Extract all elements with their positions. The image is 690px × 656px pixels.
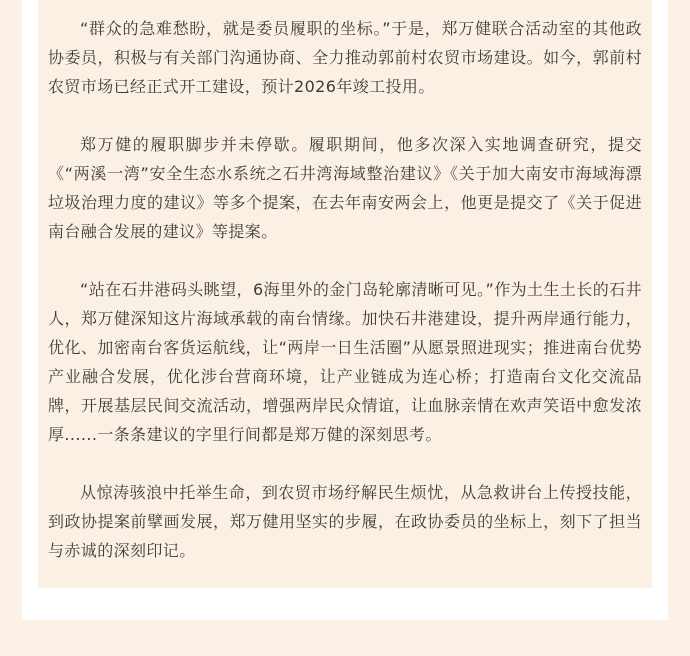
article-body: [38, 14, 652, 565]
paragraph-1: “群众的急难愁盼，就是委员履职的坐标。”于是，郑万健联合活动室的其他政协委员，积极与有关部门沟通协商、全力推动郭前村农贸市场建设。如今，郭前村农贸市场已经正式开工建设，预计2026年竣工投用。: [48, 19, 642, 96]
paragraph-2: 郑万健的履职脚步并未停歇。履职期间，他多次深入实地调查研究，提交《“两溪一湾”安全生态水系统之石井湾海域整治建议》《关于加大南安市海域海漂垃圾治理力度的建议》等多个提案，在去年南安两会上，他更是提交了《关于促进南台融合发展的建议》等提案。: [48, 135, 642, 241]
paragraph-4: 从惊涛骇浪中托举生命，到农贸市场纾解民生烦忧，从急救讲台上传授技能，到政协提案前擘画发展，郑万健用坚实的步履，在政协委员的坐标上，刻下了担当与赤诚的深刻印记。: [48, 483, 642, 560]
paragraph-3: “站在石井港码头眺望，6海里外的金门岛轮廓清晰可见。”作为土生土长的石井人，郑万健深知这片海域承载的南台情缘。加快石井港建设，提升两岸通行能力，优化、加密南台客货运航线，让“两岸一日生活圈”从愿景照进现实；推进南台优势产业融合发展，优化涉台营商环境，让产业链成为连心桥；打造南台文化交流品牌，开展基层民间交流活动，增强两岸民众情谊，让血脉亲情在欢声笑语中愈发浓厚......一条条建议的字里行间都是郑万健的深刻思考。: [48, 280, 642, 444]
